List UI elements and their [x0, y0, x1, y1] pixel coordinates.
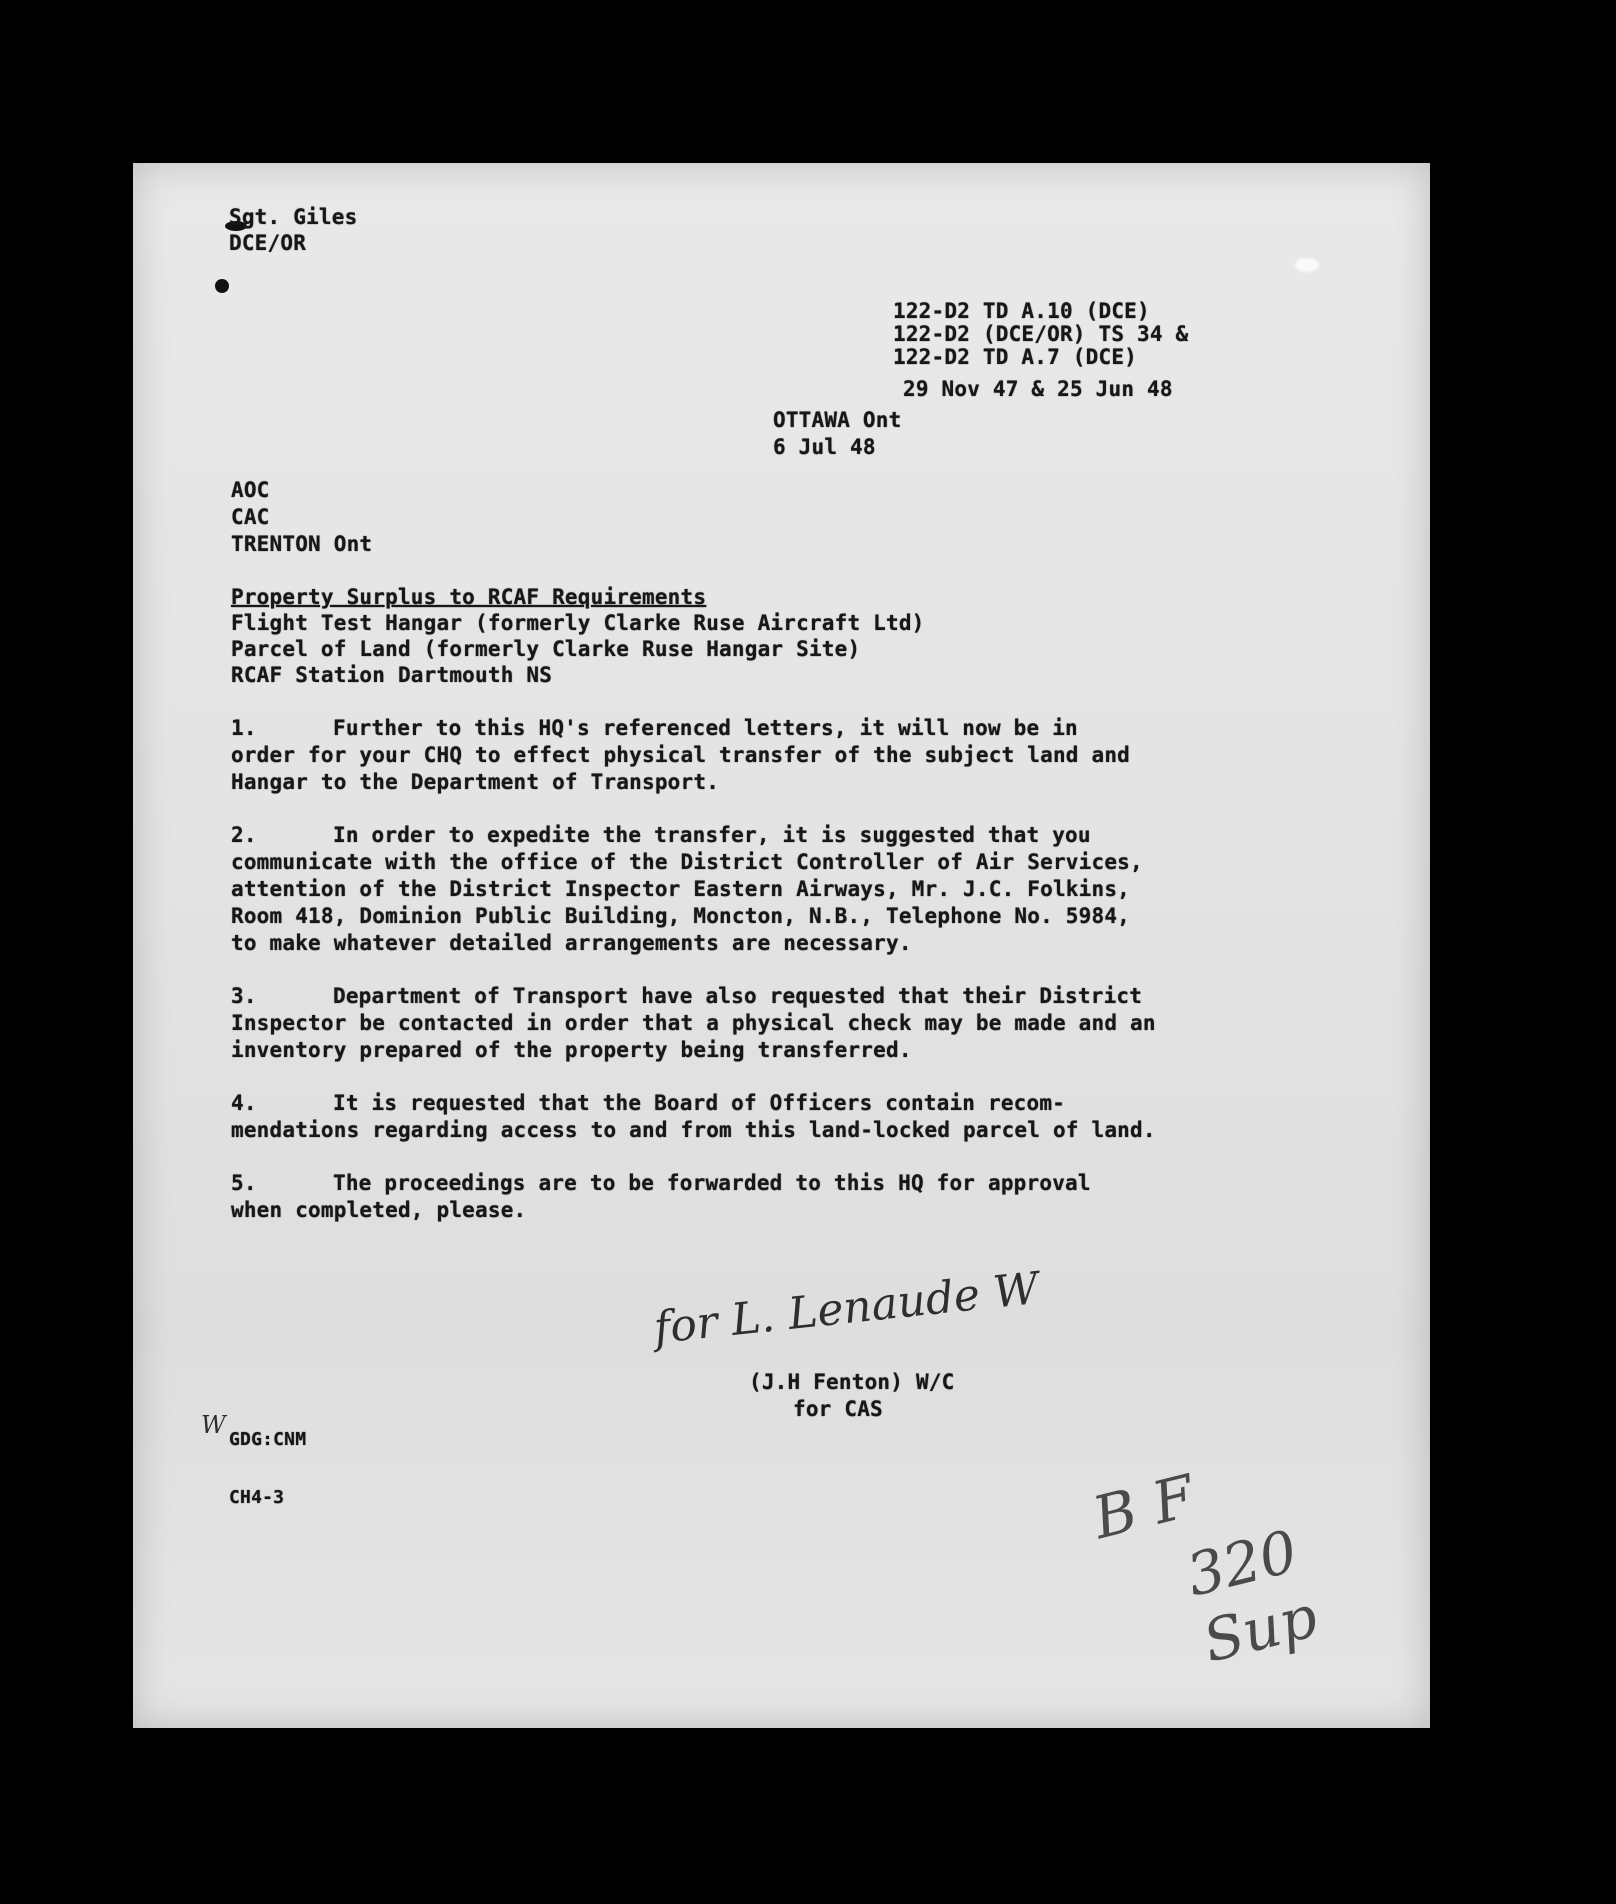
addressee-line-3: TRENTON Ont [231, 532, 373, 556]
handwritten-signature: for L. Lenaude W [651, 1262, 1042, 1355]
form-reference: CH4-3 [229, 1487, 285, 1508]
handwritten-note-line-1: B F [1086, 1461, 1202, 1553]
file-reference-1: 122-D2 TD A.10 (DCE) [893, 299, 1150, 323]
paragraph-1-line-1: Further to this HQ's referenced letters, it will now be in [333, 716, 1078, 740]
initials-mark: W [201, 1411, 226, 1439]
paragraph-3-line-3: inventory prepared of the property being transferred. [231, 1038, 912, 1062]
origin-city: OTTAWA Ont [773, 408, 902, 432]
letter-page [133, 163, 1430, 1728]
ink-speck [215, 279, 229, 293]
paragraph-2-line-4: Room 418, Dominion Public Building, Moncton, N.B., Telephone No. 5984, [231, 904, 1131, 928]
paragraph-3-line-1: Department of Transport have also requested that their District [333, 984, 1143, 1008]
paragraph-2-line-1: In order to expedite the transfer, it is suggested that you [333, 823, 1091, 847]
handwritten-note-line-2: 320 Sup [1180, 1516, 1324, 1676]
paragraph-2-line-2: communicate with the office of the District Controller of Air Services, [231, 850, 1143, 874]
addressee-line-2: CAC [231, 505, 270, 529]
paragraph-number: 2. [231, 823, 257, 847]
paragraph-5-line-2: when completed, please. [231, 1198, 527, 1222]
subject-heading: Property Surplus to RCAF Requirements [231, 585, 707, 609]
subject-line-2: Flight Test Hangar (formerly Clarke Ruse Aircraft Ltd) [231, 611, 925, 635]
scan-glare [1295, 258, 1319, 272]
paragraph-1-line-2: order for your CHQ to effect physical transfer of the subject land and [231, 743, 1131, 767]
paragraph-number: 1. [231, 716, 257, 740]
reference-dates: 29 Nov 47 & 25 Jun 48 [903, 377, 1173, 401]
typist-reference: GDG:CNM [229, 1429, 307, 1450]
paragraph-number: 4. [231, 1091, 257, 1115]
file-reference-2: 122-D2 (DCE/OR) TS 34 & [893, 322, 1189, 346]
paragraph-3-line-2: Inspector be contacted in order that a physical check may be made and an [231, 1011, 1156, 1035]
attention-line-1: Sgt. Giles [229, 205, 358, 229]
paragraph-4-line-1: It is requested that the Board of Officers contain recom- [333, 1091, 1066, 1115]
paragraph-2-line-5: to make whatever detailed arrangements are necessary. [231, 931, 912, 955]
file-reference-3: 122-D2 TD A.7 (DCE) [893, 345, 1138, 369]
subject-line-4: RCAF Station Dartmouth NS [231, 663, 553, 687]
addressee-line-1: AOC [231, 478, 270, 502]
paragraph-number: 3. [231, 984, 257, 1008]
paragraph-5-line-1: The proceedings are to be forwarded to this HQ for approval [333, 1171, 1091, 1195]
attention-line-2: DCE/OR [229, 231, 307, 255]
letter-date: 6 Jul 48 [773, 435, 876, 459]
signatory-for-line: for CAS [793, 1397, 883, 1421]
signatory-name: (J.H Fenton) W/C [749, 1370, 955, 1394]
paragraph-4-line-2: mendations regarding access to and from this land-locked parcel of land. [231, 1118, 1156, 1142]
subject-line-3: Parcel of Land (formerly Clarke Ruse Hangar Site) [231, 637, 861, 661]
paragraph-2-line-3: attention of the District Inspector Eastern Airways, Mr. J.C. Folkins, [231, 877, 1131, 901]
paragraph-number: 5. [231, 1171, 257, 1195]
paragraph-1-line-3: Hangar to the Department of Transport. [231, 770, 720, 794]
